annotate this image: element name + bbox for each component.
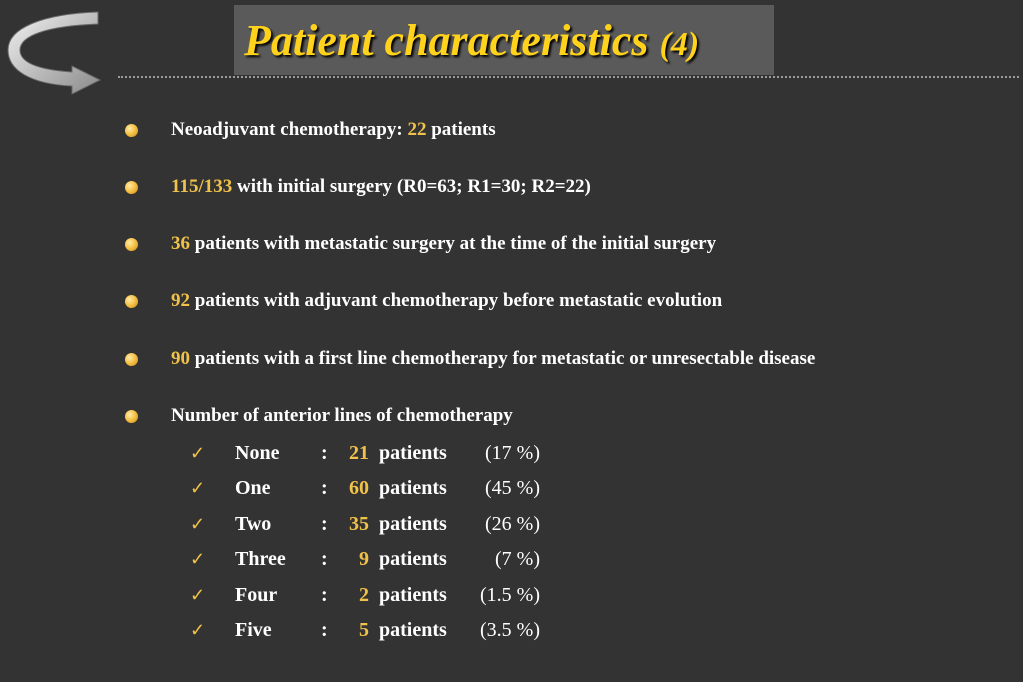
title-number: (4) [659,26,700,63]
percentage: (26 %) [485,513,540,535]
line-label: None [235,442,280,464]
percentage: (1.5 %) [480,584,540,606]
bullet-value: 36 [171,233,190,254]
patient-count: 21 [349,442,369,464]
separator: : [321,442,328,464]
bullet-text: Neoadjuvant chemotherapy: [171,119,408,140]
separator: : [321,619,328,641]
patient-count: 9 [359,548,369,570]
bullet-metastatic-surgery [171,232,716,256]
bullet-dot-icon [125,353,138,366]
bullet-neoadjuvant [171,118,496,142]
patients-word: patients [379,513,447,535]
check-icon: ✓ [190,620,206,640]
percentage: (17 %) [485,442,540,464]
bullet-text: patients [426,119,496,140]
bullet-dot-icon [125,410,138,423]
page-title [244,15,699,71]
list-item [0,509,600,539]
bullet-dot-icon [125,124,138,137]
patient-count: 5 [359,619,369,641]
patients-word: patients [379,584,447,606]
patients-word: patients [379,477,447,499]
list-item [0,615,600,645]
separator: : [321,584,328,606]
bullet-text: patients with a first line chemotherapy for metastatic or unresectable disease [190,348,816,369]
bullet-value: 92 [171,290,190,311]
patients-word: patients [379,619,447,641]
list-item [0,438,600,468]
bullet-text: Number of anterior lines of chemotherapy [171,405,513,426]
bullet-dot-icon [125,295,138,308]
curved-arrow-icon[interactable] [6,8,102,96]
check-icon: ✓ [190,549,206,569]
line-label: Three [235,548,286,570]
title-main: Patient characteristics [244,16,649,65]
separator: : [321,548,328,570]
bullet-value: 90 [171,348,190,369]
list-item [0,580,600,610]
list-item [0,473,600,503]
bullet-text: patients with adjuvant chemotherapy before metastatic evolution [190,290,723,311]
patients-word: patients [379,548,447,570]
bullet-text: patients with metastatic surgery at the time of the initial surgery [190,233,717,254]
patient-count: 2 [359,584,369,606]
check-icon: ✓ [190,585,206,605]
bullet-dot-icon [125,238,138,251]
line-label: Four [235,584,278,606]
bullet-dot-icon [125,181,138,194]
check-icon: ✓ [190,478,206,498]
check-icon: ✓ [190,443,206,463]
bullet-value: 115/133 [171,176,233,197]
bullet-adjuvant [171,289,722,313]
bullet-text: with initial surgery (R0=63; R1=30; R2=22) [232,176,591,197]
line-label: One [235,477,271,499]
line-label: Five [235,619,272,641]
bullet-value: 22 [407,119,427,140]
separator: : [321,513,328,535]
patient-count: 60 [349,477,369,499]
line-label: Two [235,513,272,535]
percentage: (3.5 %) [480,619,540,641]
percentage: (45 %) [485,477,540,499]
bullet-first-line [171,347,815,371]
patients-word: patients [379,442,447,464]
patient-count: 35 [349,513,369,535]
percentage: (7 %) [495,548,540,570]
title-box [234,5,774,75]
bullet-anterior-lines [171,404,513,428]
separator: : [321,477,328,499]
check-icon: ✓ [190,514,206,534]
bullet-initial-surgery [171,175,591,199]
list-item [0,544,600,574]
dotted-divider [118,76,1019,78]
